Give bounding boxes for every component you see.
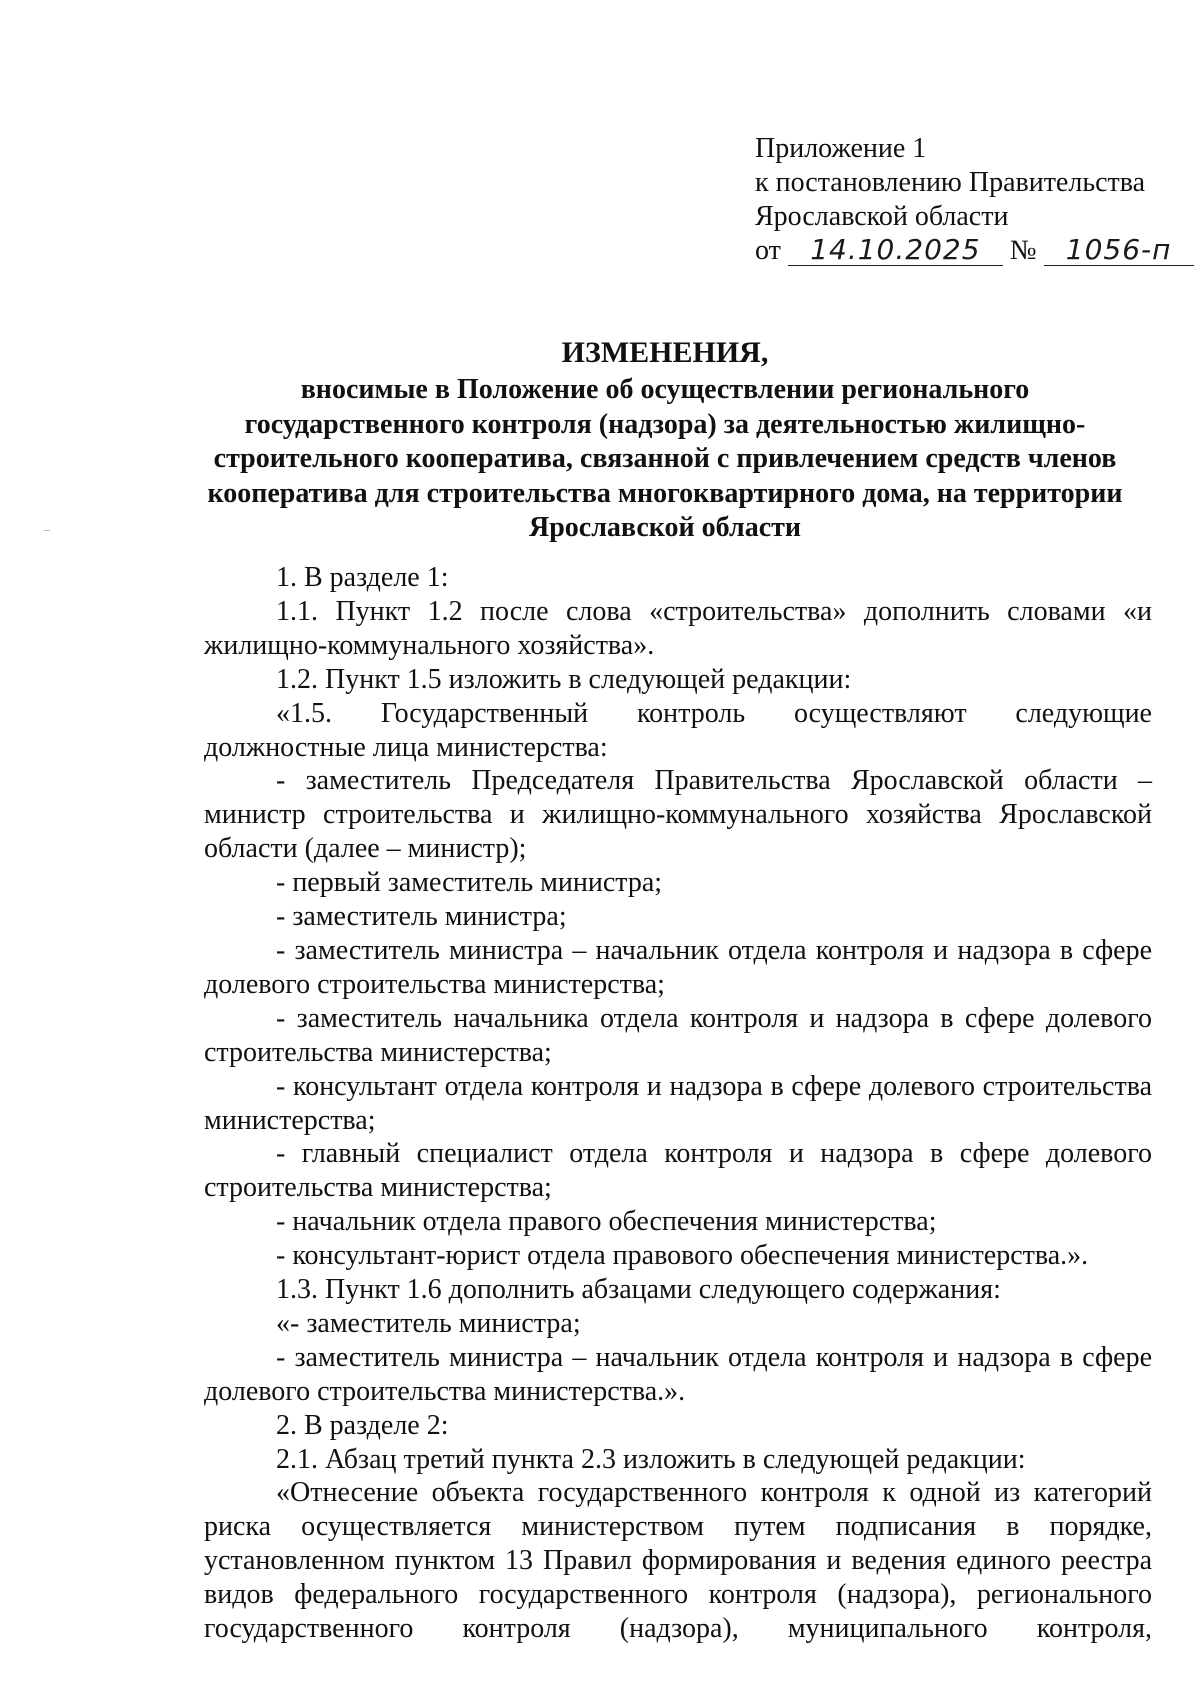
paragraph: - консультант-юрист отдела правового обеспечения министерства.». [276,1240,1089,1272]
paragraph: 1. В разделе 1: [276,562,449,593]
paragraph: - начальник отдела правого обеспечения министерства; [276,1206,937,1238]
appendix-line-1: Приложение 1 [755,133,927,164]
paragraph: «Отнесение объекта государственного контроля к одной из категорий риска осуществляется министерством путем подписания в порядке, установленном пунктом 13 Правил формирования и ведения единого реестра видов федерального государственного контроля (надзора), регионального государственного контроля (надзора), муниципального контроля, [204,1477,1152,1645]
from-label: от [755,235,781,266]
paragraph: - первый заместитель министра; [276,867,663,899]
paragraph: - заместитель министра; [276,901,567,933]
title-subtitle: вносимые в Положение об осуществлении регионального государственного контроля (надзора) за деятельностью жилищно-строительного кооператива, связанной с привлечением средств членов кооператива для строительства многоквартирного дома, на территории Ярославской области [207,374,1123,543]
paragraph: - заместитель Председателя Правительства Ярославской области – министр строительства и жилищно-коммунального хозяйства Ярославской области (далее – министр); [204,765,1152,865]
appendix-block [755,132,1194,268]
appendix-line-2: к постановлению Правительства [755,167,1146,198]
paragraph: - консультант отдела контроля и надзора в сфере долевого строительства министерства; [204,1070,1152,1136]
handwritten-number: 1056-п [1044,235,1194,266]
title-heading: ИЗМЕНЕНИЯ, [561,336,769,369]
document-title [200,335,1130,546]
paragraph: 1.2. Пункт 1.5 изложить в следующей редакции: [276,663,852,695]
appendix-date-line [755,234,1194,268]
document-body [204,561,1152,1646]
paragraph: 2. В разделе 2: [276,1409,449,1441]
paragraph: - заместитель министра – начальник отдела контроля и надзора в сфере долевого строительства министерства; [204,934,1152,1000]
paragraph: «- заместитель министра; [276,1307,581,1339]
paragraph: «1.5. Государственный контроль осуществляют следующие должностные лица министерства: [204,697,1152,763]
paragraph: 1.1. Пункт 1.2 после слова «строительства» дополнить словами «и жилищно-коммунального хозяйства». [204,595,1152,661]
handwritten-date: 14.10.2025 [788,235,1003,266]
paragraph: - заместитель начальника отдела контроля и надзора в сфере долевого строительства министерства; [204,1002,1152,1068]
paragraph: - заместитель министра – начальник отдела контроля и надзора в сфере долевого строительства министерства.». [204,1341,1152,1407]
paragraph: - главный специалист отдела контроля и надзора в сфере долевого строительства министерства; [204,1138,1152,1204]
scan-mark [44,530,50,531]
appendix-line-3: Ярославской области [755,201,1009,232]
paragraph: 2.1. Абзац третий пункта 2.3 изложить в следующей редакции: [276,1443,1026,1475]
paragraph: 1.3. Пункт 1.6 дополнить абзацами следующего содержания: [276,1274,1001,1306]
number-sign: № [1009,235,1037,266]
